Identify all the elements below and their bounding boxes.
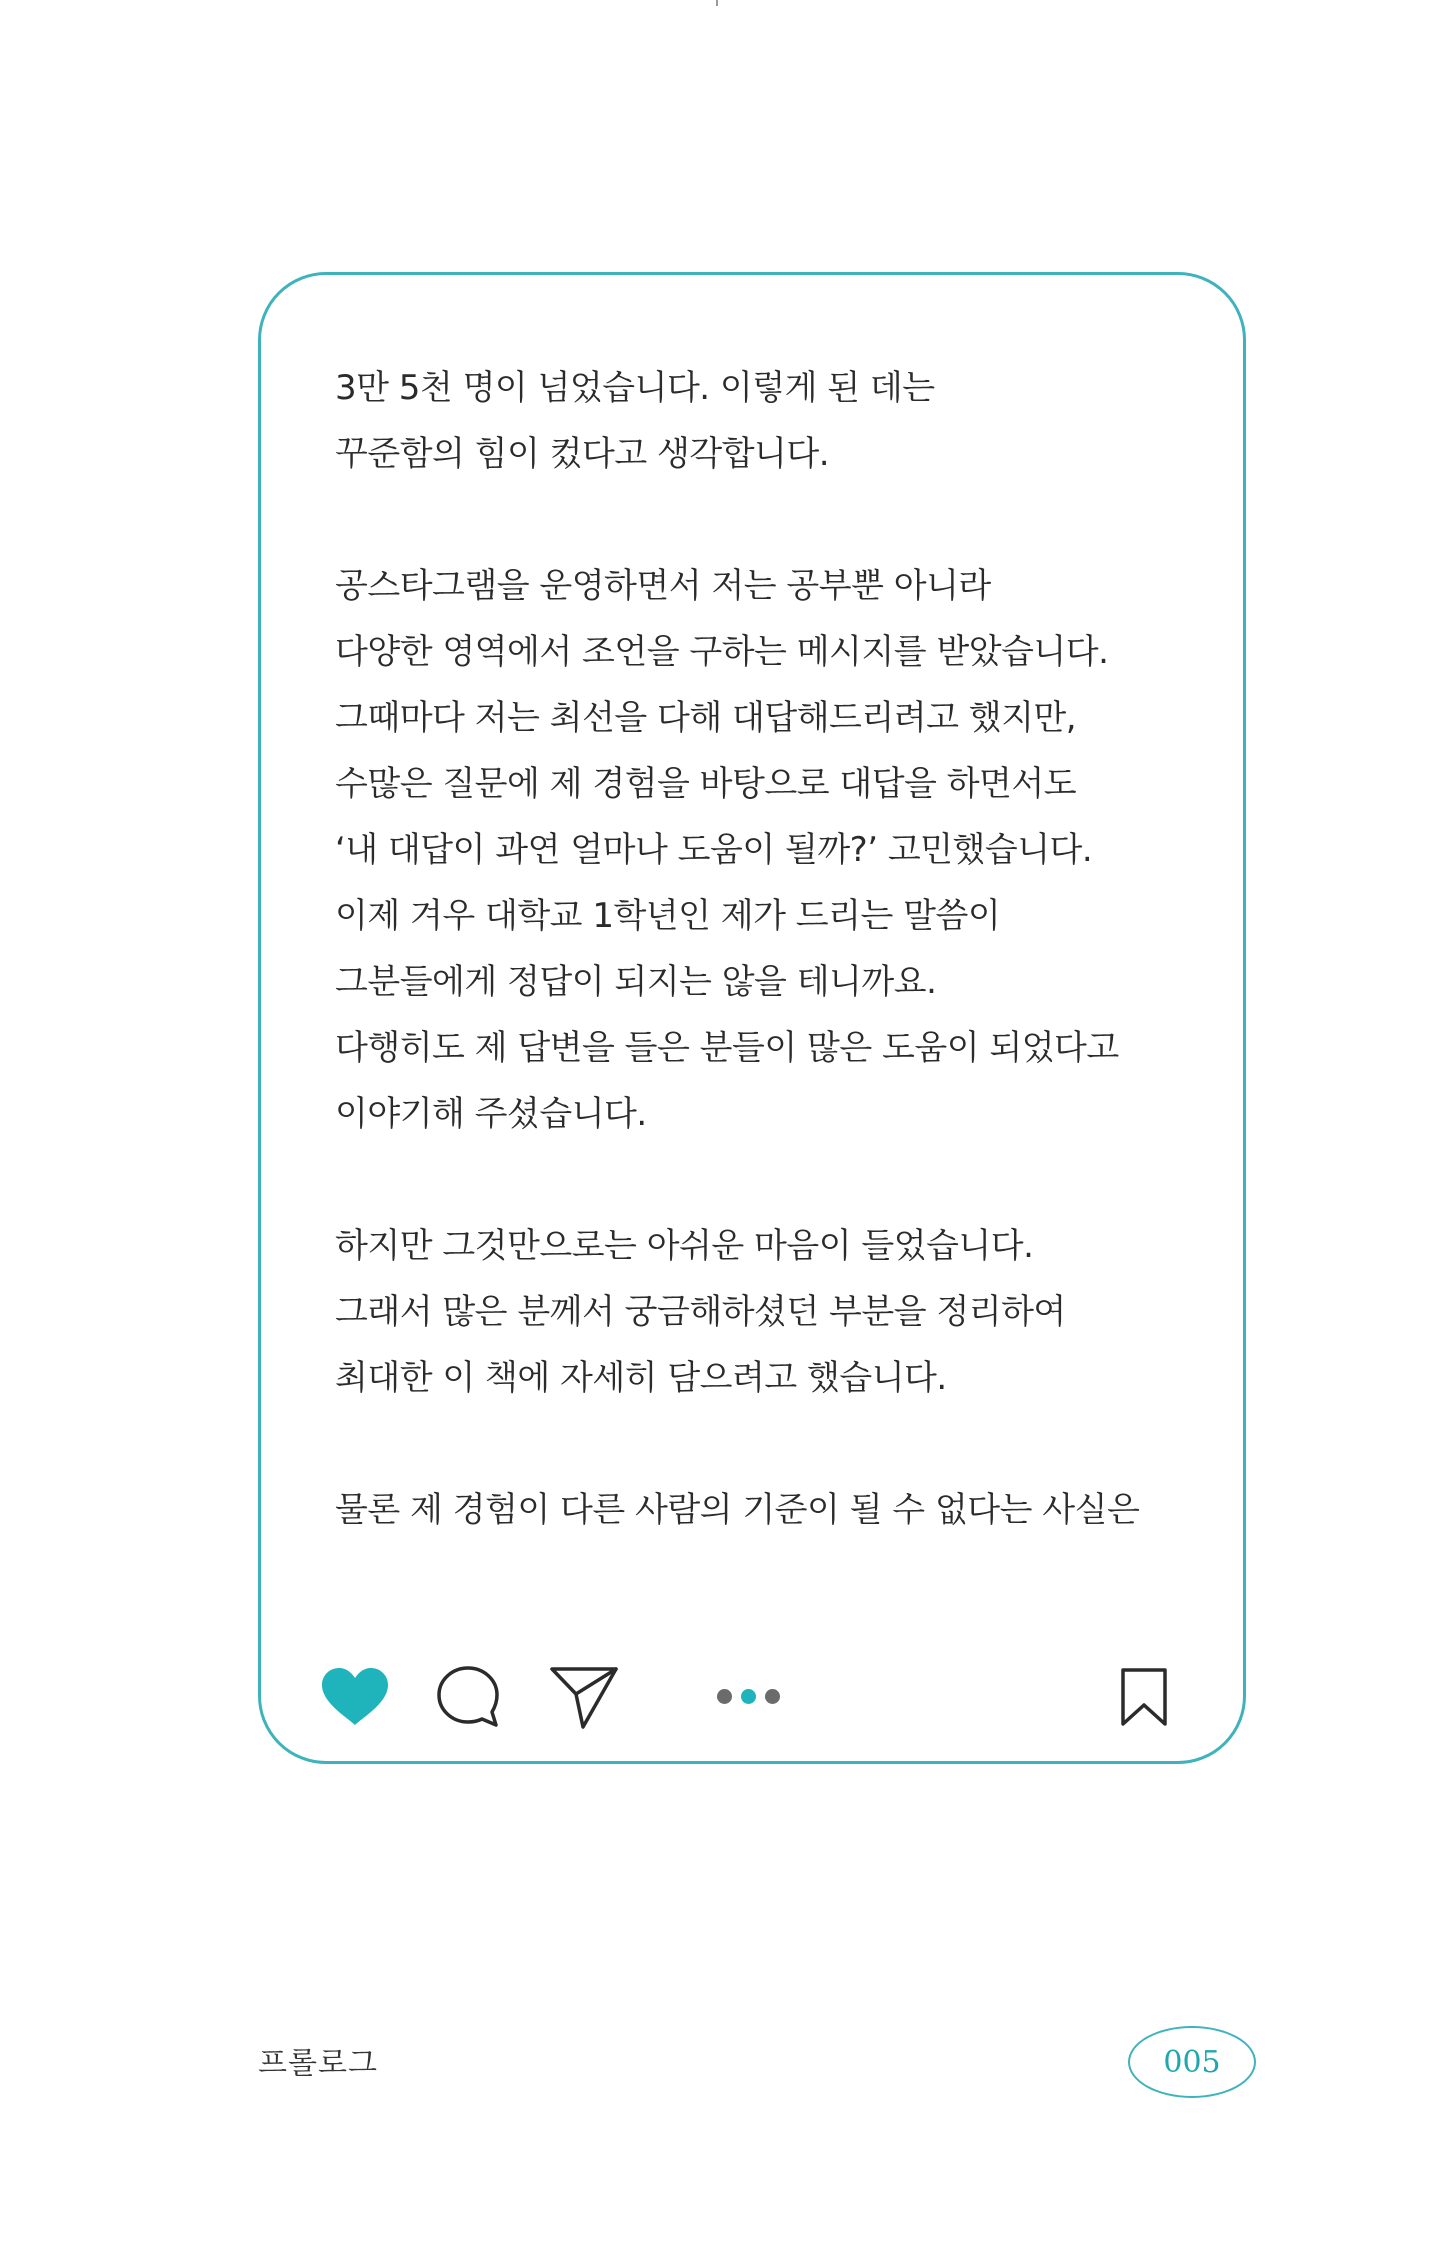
carousel-dot-active[interactable] [741, 1689, 756, 1704]
text-line: 이제 겨우 대학교 1학년인 제가 드리는 말씀이 [335, 896, 1001, 936]
text-line: 그때마다 저는 최선을 다해 대답해드리려고 했지만, [335, 698, 1077, 738]
carousel-dot[interactable] [717, 1689, 732, 1704]
text-line: 그분들에게 정답이 되지는 않을 테니까요. [335, 962, 937, 1002]
text-line: 꾸준함의 힘이 컸다고 생각합니다. [335, 434, 830, 474]
carousel-dot[interactable] [765, 1689, 780, 1704]
text-line: 이야기해 주셨습니다. [335, 1094, 647, 1134]
post-card [258, 272, 1246, 1764]
text-line: 수많은 질문에 제 경험을 바탕으로 대답을 하면서도 [335, 764, 1077, 804]
post-action-bar [261, 1659, 1243, 1735]
text-line: 물론 제 경험이 다른 사람의 기준이 될 수 없다는 사실은 [335, 1490, 1140, 1530]
text-line: ‘내 대답이 과연 얼마나 도움이 될까?’ 고민했습니다. [335, 830, 1093, 870]
post-body [335, 355, 1195, 1543]
page-number [1128, 2026, 1256, 2098]
chapter-title: 프롤로그 [258, 2046, 378, 2081]
text-line: 최대한 이 책에 자세히 담으려고 했습니다. [335, 1358, 947, 1398]
heart-icon-glyph [320, 1667, 390, 1727]
heart-icon[interactable] [317, 1659, 393, 1735]
carousel-indicator [717, 1685, 780, 1707]
text-line: 다행히도 제 답변을 들은 분들이 많은 도움이 되었다고 [335, 1028, 1119, 1068]
text-line: 그래서 많은 분께서 궁금해하셨던 부분을 정리하여 [335, 1292, 1066, 1332]
comment-bubble-icon[interactable] [433, 1659, 503, 1735]
paragraph-1 [335, 355, 1195, 487]
send-plane-icon-glyph [549, 1664, 619, 1730]
text-line: 3만 5천 명이 넘었습니다. 이렇게 된 데는 [335, 368, 935, 408]
bookmark-icon[interactable] [1117, 1659, 1171, 1735]
paragraph-2 [335, 553, 1195, 1147]
text-line: 다양한 영역에서 조언을 구하는 메시지를 받았습니다. [335, 632, 1109, 672]
paragraph-3 [335, 1213, 1195, 1411]
comment-bubble-icon-glyph [435, 1664, 501, 1730]
page-top-mark [716, 0, 718, 6]
bookmark-icon-glyph [1119, 1667, 1169, 1727]
page-number-text: 005 [1163, 2044, 1221, 2080]
paragraph-4 [335, 1477, 1195, 1543]
text-line: 공스타그램을 운영하면서 저는 공부뿐 아니라 [335, 566, 991, 606]
send-plane-icon[interactable] [549, 1659, 619, 1735]
text-line: 하지만 그것만으로는 아쉬운 마음이 들었습니다. [335, 1226, 1034, 1266]
